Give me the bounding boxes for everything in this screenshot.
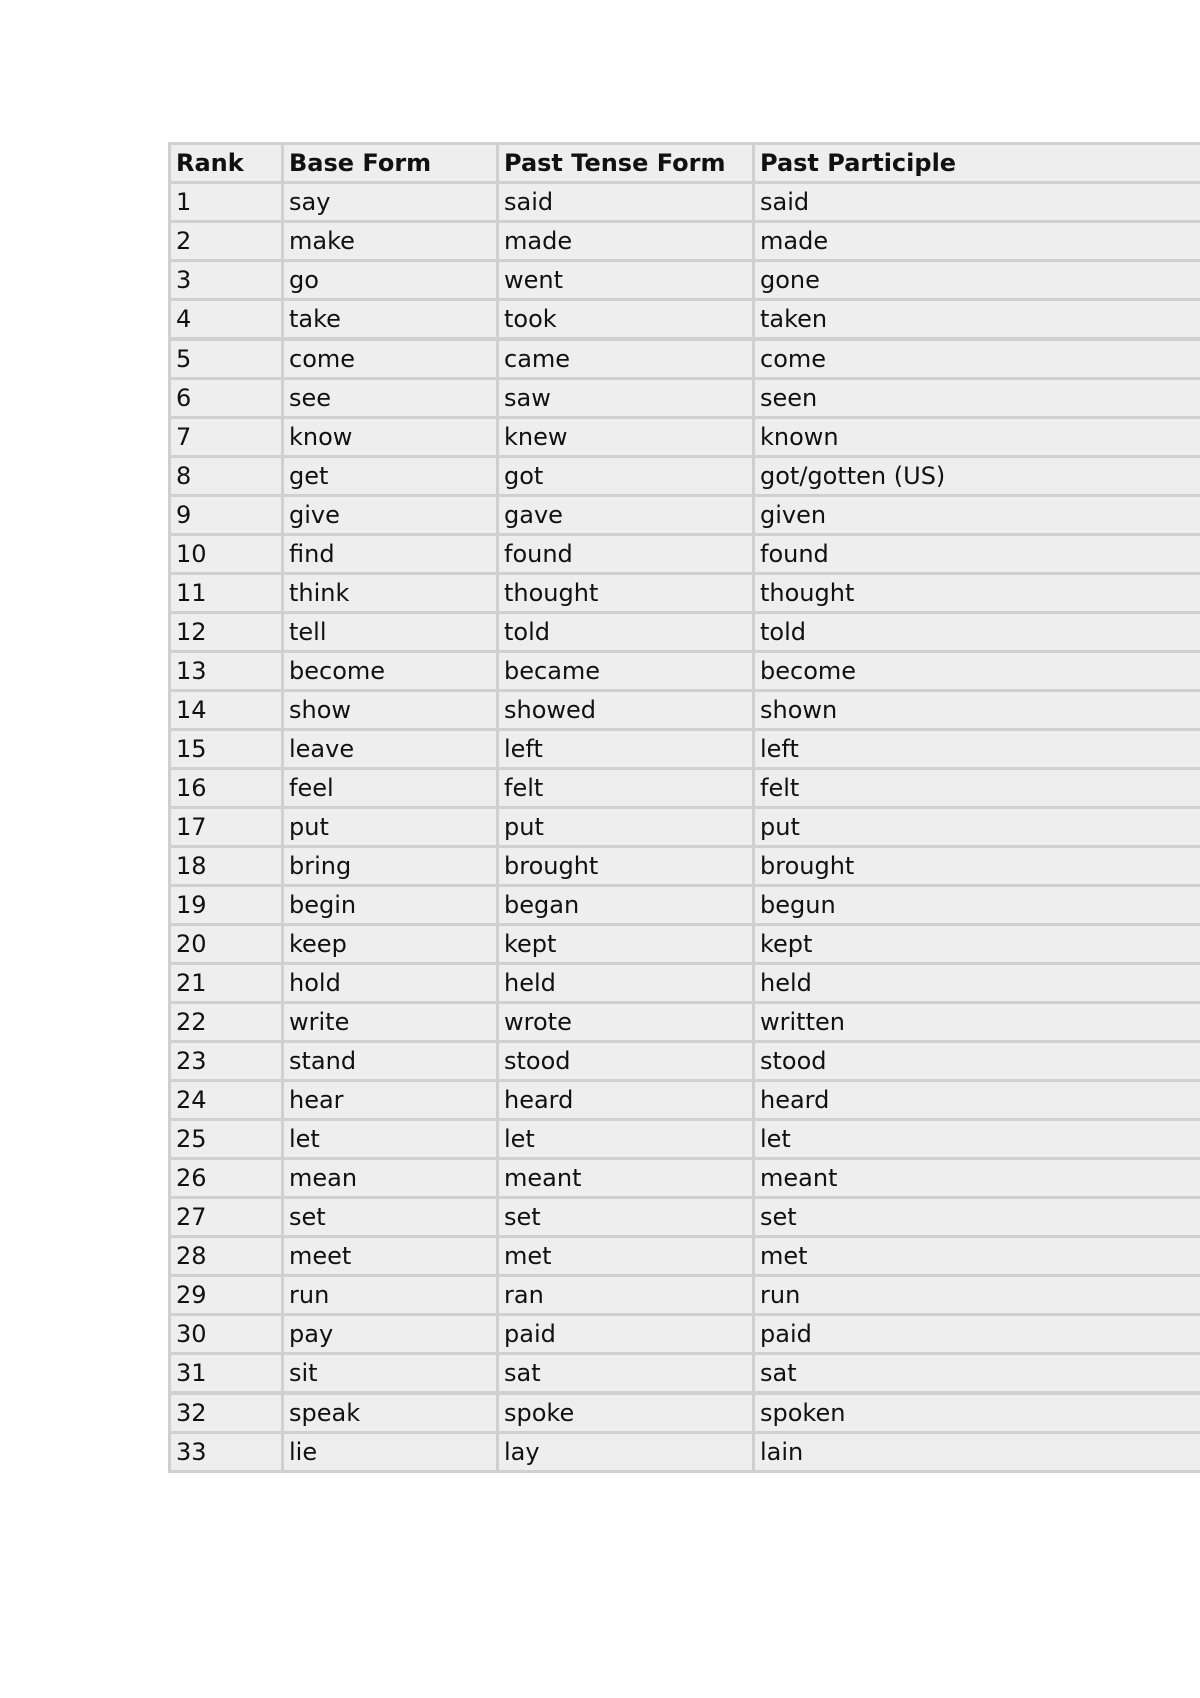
cell-past-participle: lain: [754, 1433, 1200, 1472]
cell-past-participle: kept: [754, 925, 1200, 964]
cell-base-form: say: [283, 183, 498, 222]
cell-past-participle: begun: [754, 886, 1200, 925]
cell-base-form: become: [283, 652, 498, 691]
cell-base-form: lie: [283, 1433, 498, 1472]
cell-past-tense: saw: [498, 379, 754, 418]
table-row: [170, 574, 1200, 613]
cell-past-participle: meant: [754, 1159, 1200, 1198]
table-row: [170, 379, 1200, 418]
cell-past-tense: felt: [498, 769, 754, 808]
cell-past-participle: sat: [754, 1354, 1200, 1394]
cell-past-participle: run: [754, 1276, 1200, 1315]
cell-past-tense: meant: [498, 1159, 754, 1198]
cell-rank: 28: [170, 1237, 283, 1276]
cell-past-participle: given: [754, 496, 1200, 535]
cell-past-participle: put: [754, 808, 1200, 847]
cell-past-tense: put: [498, 808, 754, 847]
cell-rank: 11: [170, 574, 283, 613]
cell-base-form: speak: [283, 1393, 498, 1433]
cell-past-tense: came: [498, 339, 754, 379]
cell-rank: 21: [170, 964, 283, 1003]
table-row: [170, 1315, 1200, 1354]
cell-past-tense: left: [498, 730, 754, 769]
cell-past-tense: heard: [498, 1081, 754, 1120]
cell-base-form: give: [283, 496, 498, 535]
table-row: [170, 339, 1200, 379]
cell-rank: 23: [170, 1042, 283, 1081]
cell-base-form: tell: [283, 613, 498, 652]
table-row: [170, 691, 1200, 730]
cell-base-form: pay: [283, 1315, 498, 1354]
table-row: [170, 535, 1200, 574]
cell-rank: 2: [170, 222, 283, 261]
cell-rank: 16: [170, 769, 283, 808]
table-row: [170, 847, 1200, 886]
cell-past-participle: come: [754, 339, 1200, 379]
table-row: [170, 1433, 1200, 1472]
cell-past-participle: become: [754, 652, 1200, 691]
cell-base-form: put: [283, 808, 498, 847]
cell-base-form: find: [283, 535, 498, 574]
cell-rank: 13: [170, 652, 283, 691]
cell-past-tense: found: [498, 535, 754, 574]
cell-base-form: go: [283, 261, 498, 300]
cell-past-tense: spoke: [498, 1393, 754, 1433]
cell-rank: 18: [170, 847, 283, 886]
cell-rank: 1: [170, 183, 283, 222]
cell-past-tense: sat: [498, 1354, 754, 1394]
cell-past-participle: stood: [754, 1042, 1200, 1081]
table-row: [170, 925, 1200, 964]
cell-past-tense: began: [498, 886, 754, 925]
table-row: [170, 222, 1200, 261]
cell-rank: 3: [170, 261, 283, 300]
header-base-form: Base Form: [283, 144, 498, 183]
table-row: [170, 1081, 1200, 1120]
cell-past-tense: knew: [498, 418, 754, 457]
cell-base-form: know: [283, 418, 498, 457]
cell-rank: 19: [170, 886, 283, 925]
table-row: [170, 457, 1200, 496]
cell-rank: 33: [170, 1433, 283, 1472]
cell-base-form: meet: [283, 1237, 498, 1276]
cell-past-tense: got: [498, 457, 754, 496]
cell-past-tense: lay: [498, 1433, 754, 1472]
cell-rank: 12: [170, 613, 283, 652]
cell-base-form: write: [283, 1003, 498, 1042]
cell-base-form: sit: [283, 1354, 498, 1394]
table-row: [170, 886, 1200, 925]
cell-rank: 30: [170, 1315, 283, 1354]
cell-past-participle: spoken: [754, 1393, 1200, 1433]
cell-past-participle: written: [754, 1003, 1200, 1042]
cell-past-tense: took: [498, 300, 754, 340]
cell-rank: 6: [170, 379, 283, 418]
cell-past-participle: brought: [754, 847, 1200, 886]
cell-base-form: leave: [283, 730, 498, 769]
cell-rank: 31: [170, 1354, 283, 1394]
cell-past-tense: kept: [498, 925, 754, 964]
cell-base-form: feel: [283, 769, 498, 808]
cell-rank: 25: [170, 1120, 283, 1159]
cell-past-tense: showed: [498, 691, 754, 730]
cell-rank: 26: [170, 1159, 283, 1198]
cell-base-form: hold: [283, 964, 498, 1003]
header-rank: Rank: [170, 144, 283, 183]
cell-base-form: get: [283, 457, 498, 496]
table-row: [170, 808, 1200, 847]
header-past-participle: Past Participle: [754, 144, 1200, 183]
cell-past-tense: paid: [498, 1315, 754, 1354]
cell-past-participle: got/gotten (US): [754, 457, 1200, 496]
cell-rank: 10: [170, 535, 283, 574]
cell-rank: 29: [170, 1276, 283, 1315]
cell-base-form: run: [283, 1276, 498, 1315]
cell-base-form: let: [283, 1120, 498, 1159]
cell-past-participle: met: [754, 1237, 1200, 1276]
cell-base-form: see: [283, 379, 498, 418]
cell-past-participle: set: [754, 1198, 1200, 1237]
cell-past-tense: met: [498, 1237, 754, 1276]
table-body: [170, 183, 1200, 1472]
cell-past-participle: held: [754, 964, 1200, 1003]
table-row: [170, 652, 1200, 691]
cell-past-participle: shown: [754, 691, 1200, 730]
cell-rank: 5: [170, 339, 283, 379]
table-row: [170, 1198, 1200, 1237]
table-row: [170, 730, 1200, 769]
cell-rank: 32: [170, 1393, 283, 1433]
cell-past-tense: wrote: [498, 1003, 754, 1042]
cell-base-form: make: [283, 222, 498, 261]
cell-base-form: show: [283, 691, 498, 730]
cell-base-form: set: [283, 1198, 498, 1237]
cell-past-participle: felt: [754, 769, 1200, 808]
cell-base-form: begin: [283, 886, 498, 925]
cell-past-tense: ran: [498, 1276, 754, 1315]
cell-past-tense: thought: [498, 574, 754, 613]
table-row: [170, 1159, 1200, 1198]
cell-past-tense: made: [498, 222, 754, 261]
cell-past-participle: heard: [754, 1081, 1200, 1120]
cell-base-form: hear: [283, 1081, 498, 1120]
cell-past-participle: made: [754, 222, 1200, 261]
cell-past-tense: brought: [498, 847, 754, 886]
cell-past-participle: left: [754, 730, 1200, 769]
cell-past-tense: became: [498, 652, 754, 691]
cell-past-tense: set: [498, 1198, 754, 1237]
table-row: [170, 261, 1200, 300]
cell-past-participle: said: [754, 183, 1200, 222]
cell-past-participle: paid: [754, 1315, 1200, 1354]
cell-past-participle: found: [754, 535, 1200, 574]
cell-base-form: think: [283, 574, 498, 613]
cell-rank: 20: [170, 925, 283, 964]
cell-rank: 22: [170, 1003, 283, 1042]
cell-past-tense: told: [498, 613, 754, 652]
cell-past-tense: held: [498, 964, 754, 1003]
cell-base-form: mean: [283, 1159, 498, 1198]
table-row: [170, 964, 1200, 1003]
cell-base-form: take: [283, 300, 498, 340]
cell-rank: 27: [170, 1198, 283, 1237]
cell-past-participle: gone: [754, 261, 1200, 300]
cell-rank: 4: [170, 300, 283, 340]
cell-past-tense: let: [498, 1120, 754, 1159]
table-row: [170, 496, 1200, 535]
cell-past-participle: known: [754, 418, 1200, 457]
cell-past-participle: told: [754, 613, 1200, 652]
cell-base-form: bring: [283, 847, 498, 886]
cell-past-participle: seen: [754, 379, 1200, 418]
cell-past-participle: thought: [754, 574, 1200, 613]
table-row: [170, 300, 1200, 340]
table-row: [170, 183, 1200, 222]
cell-past-tense: gave: [498, 496, 754, 535]
table-row: [170, 613, 1200, 652]
header-past-tense-form: Past Tense Form: [498, 144, 754, 183]
table-row: [170, 1120, 1200, 1159]
cell-rank: 9: [170, 496, 283, 535]
table-row: [170, 1042, 1200, 1081]
cell-past-tense: stood: [498, 1042, 754, 1081]
cell-rank: 14: [170, 691, 283, 730]
cell-base-form: stand: [283, 1042, 498, 1081]
table-row: [170, 1237, 1200, 1276]
cell-rank: 24: [170, 1081, 283, 1120]
cell-base-form: keep: [283, 925, 498, 964]
cell-past-tense: said: [498, 183, 754, 222]
table-header-row: [170, 144, 1200, 183]
table-row: [170, 418, 1200, 457]
cell-rank: 7: [170, 418, 283, 457]
cell-past-participle: let: [754, 1120, 1200, 1159]
cell-rank: 8: [170, 457, 283, 496]
irregular-verbs-table: [168, 142, 1200, 1473]
cell-past-participle: taken: [754, 300, 1200, 340]
table-row: [170, 1276, 1200, 1315]
cell-base-form: come: [283, 339, 498, 379]
cell-rank: 17: [170, 808, 283, 847]
table-row: [170, 1003, 1200, 1042]
table-row: [170, 1393, 1200, 1433]
table-row: [170, 769, 1200, 808]
table-row: [170, 1354, 1200, 1394]
cell-rank: 15: [170, 730, 283, 769]
cell-past-tense: went: [498, 261, 754, 300]
